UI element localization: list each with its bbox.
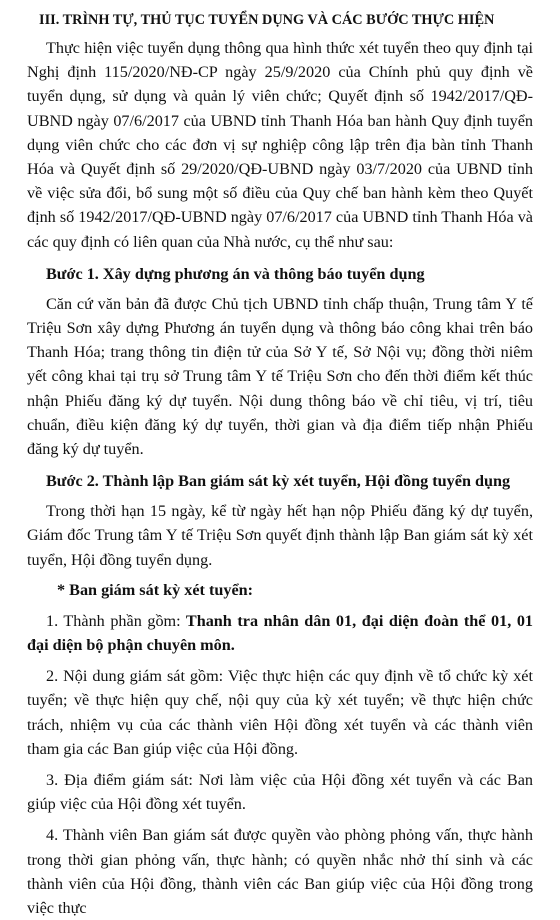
list-item-rights: 4. Thành viên Ban giám sát được quyền vào phòng phỏng vấn, thực hành trong thời gian phỏng vấn, thực hành; có quyền nhắc nhở thí sinh và các thành viên của Hội đồng, thành viên các Ban giúp việc của Hội đồng trong việc thực bbox=[27, 826, 533, 918]
step2-title: Bước 2. Thành lập Ban giám sát kỳ xét tuyển, Hội đồng tuyển dụng bbox=[46, 472, 511, 491]
list-item-content: 2. Nội dung giám sát gồm: Việc thực hiện các quy định về tổ chức kỳ xét tuyển; về thực hiện quy chế, nội quy của kỳ xét tuyển; về thực hiện chức trách, nhiệm vụ của các thành viên Hội đồng xét tuyển và các thành viên tham gia các Ban giúp việc của Hội đồng. bbox=[27, 667, 533, 758]
step1-title: Bước 1. Xây dựng phương án và thông báo tuyển dụng bbox=[46, 264, 425, 283]
list-item-lead: 1. Thành phần gồm: bbox=[46, 611, 181, 630]
list-item-composition bbox=[27, 609, 533, 657]
section-heading: III. TRÌNH TỰ, THỦ TỤC TUYỂN DỤNG VÀ CÁC BƯỚC THỰC HIỆN bbox=[39, 12, 495, 28]
list-item-text: Thanh tra nhân dân 01, đại diện đoàn thể 01, 01 đại diện bộ phận chuyên môn. bbox=[27, 611, 534, 655]
step2-paragraph: Trong thời hạn 15 ngày, kể từ ngày hết hạn nộp Phiếu đăng ký dự tuyển, Giám đốc Trung tâm Y tế Triệu Sơn quyết định thành lập Ban giám sát kỳ xét tuyển, Hội đồng tuyển dụng. bbox=[27, 502, 533, 569]
supervision-subheading: * Ban giám sát kỳ xét tuyển: bbox=[57, 580, 254, 599]
step1-paragraph: Căn cứ văn bản đã được Chủ tịch UBND tỉnh chấp thuận, Trung tâm Y tế Triệu Sơn xây dựng Phương án tuyển dụng và thông báo công khai trên báo Thanh Hóa; trang thông tin điện tử của Sở Y tế, Sở Nội vụ; đồng thời niêm yết công khai tại trụ sở Trung tâm Y tế Triệu Sơn cho đến thời điểm kết thúc nhận Phiếu đăng ký dự tuyển. Nội dung thông báo về chỉ tiêu, vị trí, tiêu chuẩn, điều kiện đăng ký dự tuyển, thời gian và địa điểm tiếp nhận Phiếu đăng ký dự tuyển. bbox=[27, 294, 533, 459]
intro-paragraph: Thực hiện việc tuyển dụng thông qua hình thức xét tuyển theo quy định tại Nghị định 115/2020/NĐ-CP ngày 25/9/2020 của Chính phủ quy định về tuyển dụng, sử dụng và quản lý viên chức; Quyết định số 1942/2017/QĐ-UBND ngày 07/6/2017 của UBND tỉnh Thanh Hóa ban hành Quy định tuyển dụng viên chức cho các đơn vị sự nghiệp công lập trên địa bàn tỉnh Thanh Hóa và Quyết định số 29/2020/QĐ-UBND ngày 03/7/2020 của UBND tỉnh về việc sửa đổi, bổ sung một số điều của Quy chế ban hành kèm theo Quyết định số 1942/2017/QĐ-UBND ngày 07/6/2017 của UBND tỉnh Thanh Hóa và các quy định có liên quan của Nhà nước, cụ thể như sau: bbox=[27, 39, 533, 251]
list-item-location: 3. Địa điểm giám sát: Nơi làm việc của Hội đồng xét tuyển và các Ban giúp việc của Hội đồng xét tuyển. bbox=[27, 771, 533, 814]
